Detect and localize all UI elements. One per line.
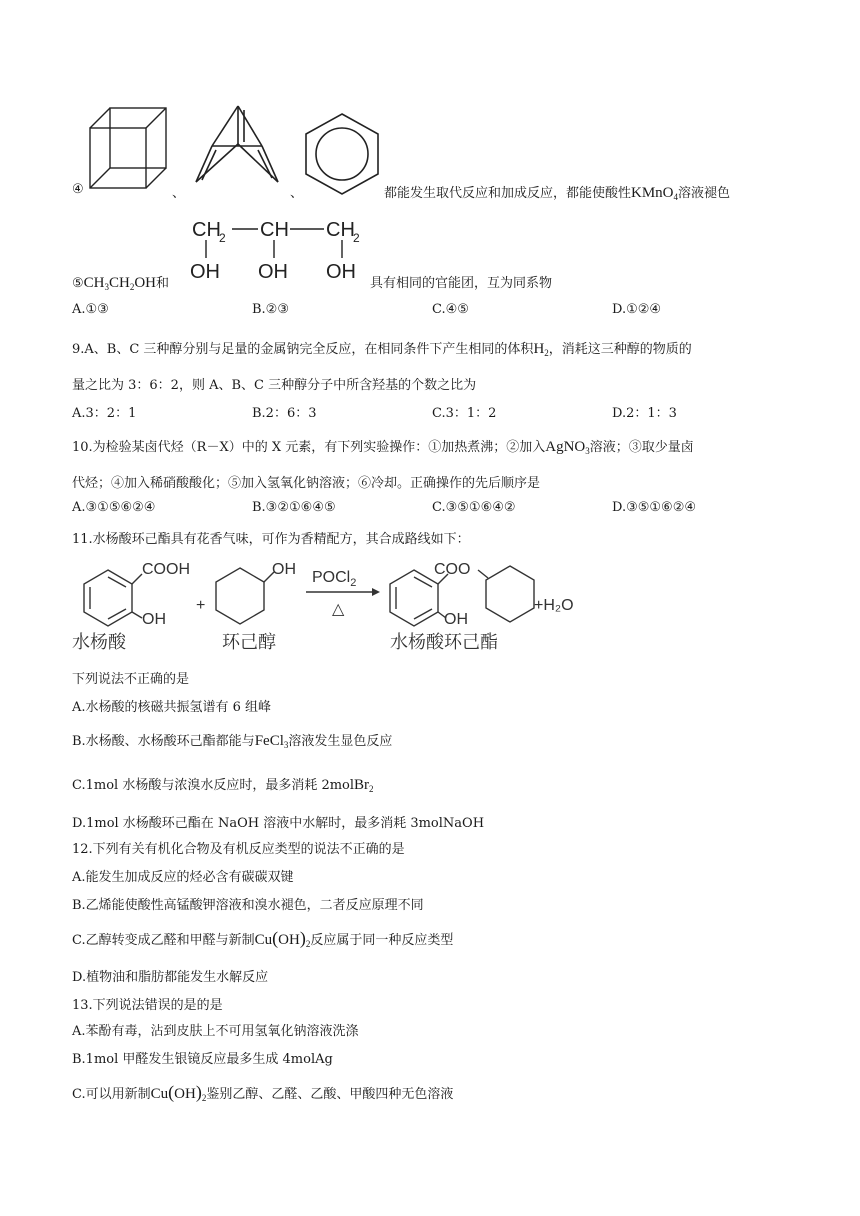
glycerol-oh-2: OH (258, 261, 288, 283)
q8-option-c[interactable]: C.④⑤ (432, 302, 469, 317)
q11-option-d[interactable]: D.1mol 水杨酸环己酯在 NaOH 溶液中水解时，最多消耗 3molNaOH (72, 816, 485, 831)
item4-number: ④ (72, 182, 84, 197)
q12-stem: 12.下列有关有机化合物及有机反应类型的说法不正确的是 (72, 842, 405, 857)
q9-option-b[interactable]: B.2：6：3 (252, 406, 317, 421)
reagent-label: POCl$_2$ (312, 569, 357, 589)
item5-statement: 具有相同的官能团，互为同系物 (370, 276, 553, 291)
q13-option-a[interactable]: A.苯酚有毒，沾到皮肤上不可用氢氧化钠溶液洗涤 (72, 1024, 359, 1039)
glycerol-ch2-right: CH (326, 219, 355, 241)
scheme-plus: + (196, 597, 206, 614)
q12-option-a[interactable]: A.能发生加成反应的烃必含有碳碳双键 (72, 870, 294, 885)
product-name: 水杨酸环己酯 (390, 632, 498, 652)
cubane-structure (82, 100, 178, 196)
q9-option-a[interactable]: A.3：2：1 (72, 406, 137, 421)
reaction-arrowhead (372, 588, 380, 596)
glycerol-ch2-left-sub: 2 (219, 231, 226, 245)
q12-option-c[interactable]: C.乙醇转变成乙醛和甲醛与新制$Cu(OH)_2$反应属于同一种反应类型 (72, 928, 454, 949)
q13-stem: 13.下列说法错误的是的是 (72, 998, 223, 1013)
separator-1: 、 (172, 186, 186, 201)
q10-option-a[interactable]: A.③①⑤⑥②④ (72, 500, 156, 515)
q10-option-c[interactable]: C.③⑤①⑥④② (432, 500, 516, 515)
q11-option-b[interactable]: B.水杨酸、水杨酸环己酯都能与FeCl$_3$溶液发生显色反应 (72, 733, 393, 750)
q9-option-c[interactable]: C.3：1：2 (432, 406, 497, 421)
glycerol-oh-1: OH (190, 261, 220, 283)
q11-option-c[interactable]: C.1mol 水杨酸与浓溴水反应时，最多消耗 2molBr$_2$ (72, 777, 374, 794)
q9-stem-line2: 量之比为 3：6：2，则 A、B、C 三种醇分子中所含羟基的个数之比为 (72, 378, 477, 393)
product-cyclohexyl-ring (478, 566, 534, 622)
item5-prefix: $⑤CH_3CH_2OH$和 (72, 275, 170, 292)
q11-reaction-scheme (70, 552, 590, 656)
glycerol-structure (186, 212, 376, 292)
q10-option-b[interactable]: B.③②①⑥④⑤ (252, 500, 336, 515)
heat-symbol: △ (332, 601, 345, 618)
q11-ask: 下列说法不正确的是 (72, 672, 190, 687)
item4-statement: 都能发生取代反应和加成反应，都能使酸性KMnO$_4$溶液褪色 (384, 185, 731, 202)
glycerol-ch: CH (260, 219, 289, 241)
water-label: +H₂O (534, 597, 574, 614)
benzene-structure (300, 110, 384, 196)
cyclohexanol-name: 环己醇 (222, 632, 276, 652)
q8-option-b[interactable]: B.②③ (252, 302, 289, 317)
product-oh-label: OH (444, 611, 468, 628)
q8-option-a[interactable]: A.①③ (72, 302, 109, 317)
q11-stem: 11.水杨酸环己酯具有花香气味，可作为香精配方，其合成路线如下： (72, 532, 470, 547)
q13-option-b[interactable]: B.1mol 甲醛发生银镜反应最多生成 4molAg (72, 1052, 333, 1067)
product-aromatic-ring (390, 570, 448, 626)
q10-option-d[interactable]: D.③⑤①⑥②④ (612, 500, 697, 515)
q8-option-d[interactable]: D.①②④ (612, 302, 662, 317)
q11-option-a[interactable]: A.水杨酸的核磁共振氢谱有 6 组峰 (72, 700, 272, 715)
product-coo-label: COO (434, 561, 471, 578)
q10-stem-line1: 10.为检验某卤代烃（R－X）中的 X 元素，有下列实验操作：①加热煮沸；②加入AgNO$_3$溶液；③取少量卤 (72, 439, 694, 456)
glycerol-ch2-right-sub: 2 (353, 231, 360, 245)
norbornadiene-structure (184, 100, 294, 196)
salicylic-acid-name: 水杨酸 (72, 632, 126, 652)
glycerol-oh-3: OH (326, 261, 356, 283)
q9-stem-line1: 9.A、B、C 三种醇分别与足量的金属钠完全反应，在相同条件下产生相同的体积$H_2$，消耗这三种醇的物质的 (72, 341, 692, 358)
q12-option-b[interactable]: B.乙烯能使酸性高锰酸钾溶液和溴水褪色，二者反应原理不同 (72, 898, 424, 913)
separator-2: 、 (290, 186, 304, 201)
salicylic-oh-label: OH (142, 611, 166, 628)
q10-stem-line2: 代烃；④加入稀硝酸酸化；⑤加入氢氧化钠溶液；⑥冷却。正确操作的先后顺序是 (72, 476, 541, 491)
glycerol-ch2-left: CH (192, 219, 221, 241)
q13-option-c[interactable]: C.可以用新制$Cu(OH)_2$鉴别乙醇、乙醛、乙酸、甲酸四种无色溶液 (72, 1082, 454, 1103)
cyclohexanol-oh-label: OH (272, 561, 296, 578)
salicylic-cooh-label: COOH (142, 561, 190, 578)
q9-option-d[interactable]: D.2：1：3 (612, 406, 677, 421)
salicylic-acid-ring (84, 570, 142, 626)
q12-option-d[interactable]: D.植物油和脂肪都能发生水解反应 (72, 970, 269, 985)
cyclohexanol-ring (216, 568, 274, 624)
